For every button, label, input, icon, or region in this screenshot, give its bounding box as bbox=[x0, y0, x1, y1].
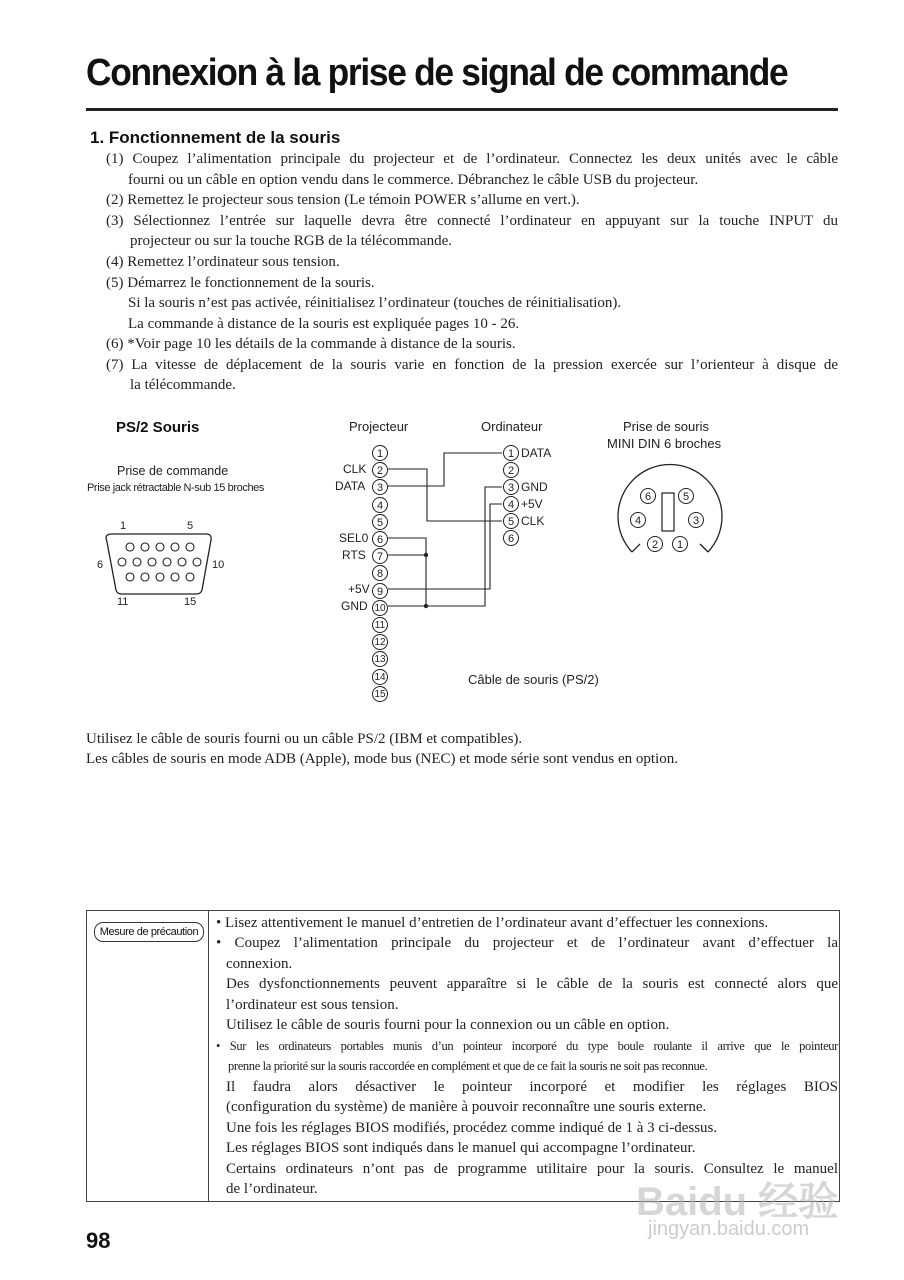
projector-pin-14: 14 bbox=[372, 669, 388, 685]
computer-pin-6: 6 bbox=[503, 530, 519, 546]
projector-pin-9: 9 bbox=[372, 583, 388, 599]
caution-line-10: (configuration du système) de manière à pouvoir reconnaître une souris externe. bbox=[226, 1099, 707, 1115]
projector-header: Projecteur bbox=[349, 419, 409, 434]
comp-signal-clk: CLK bbox=[521, 514, 545, 528]
mouse-port-header-1: Prise de souris bbox=[623, 419, 709, 434]
computer-pin-3: 3 bbox=[503, 479, 519, 495]
proj-signal-data: DATA bbox=[335, 479, 366, 493]
caution-line-12: Les réglages BIOS sont indiqués dans le manuel qui accompagne l’ordinateur. bbox=[226, 1140, 696, 1156]
mini-din-pin-1: 1 bbox=[672, 536, 688, 552]
proj-signal-sel0: SEL0 bbox=[339, 531, 369, 545]
dsub-15-connector bbox=[102, 530, 216, 600]
control-port-sub: Prise jack rétractable N-sub 15 broches bbox=[87, 482, 264, 494]
caution-line-5: l’ordinateur est sous tension. bbox=[226, 997, 399, 1013]
step-7-line-2: la télécommande. bbox=[130, 377, 236, 393]
step-7-line-1: (7) La vitesse de déplacement de la souris varie en fonction de la pression exercée sur l’orienteur à disque de bbox=[106, 357, 838, 373]
projector-pin-10: 10 bbox=[372, 600, 388, 616]
proj-signal-gnd: GND bbox=[341, 599, 368, 613]
cable-label: Câble de souris (PS/2) bbox=[468, 672, 599, 687]
dsub-pin-15-label: 15 bbox=[184, 596, 197, 608]
step-1-line-2: fourni ou un câble en option vendu dans le commerce. Débranchez le câble USB du projecteur. bbox=[128, 172, 699, 188]
caution-badge: Mesure de précaution bbox=[94, 922, 204, 942]
step-5-line-2: Si la souris n’est pas activée, réinitialisez l’ordinateur (touches de réinitialisation). bbox=[128, 295, 622, 311]
computer-pin-4: 4 bbox=[503, 496, 519, 512]
dsub-pin-6-label: 6 bbox=[97, 559, 104, 571]
dsub-pin-1-label: 1 bbox=[120, 520, 127, 532]
projector-pin-2: 2 bbox=[372, 462, 388, 478]
usage-line-1: Utilisez le câble de souris fourni ou un câble PS/2 (IBM et compatibles). bbox=[86, 731, 523, 747]
caution-line-3: connexion. bbox=[226, 956, 293, 972]
projector-pin-6: 6 bbox=[372, 531, 388, 547]
step-6-line: (6) *Voir page 10 les détails de la commande à distance de la souris. bbox=[106, 336, 516, 352]
caution-line-1: • Lisez attentivement le manuel d’entretien de l’ordinateur avant d’effectuer les connexions. bbox=[216, 915, 769, 931]
caution-line-4: Des dysfonctionnements peuvent apparaître si le câble de la souris est connecté alors que bbox=[226, 976, 838, 992]
projector-pin-1: 1 bbox=[372, 445, 388, 461]
caution-line-14: de l’ordinateur. bbox=[226, 1181, 318, 1197]
mini-din-pin-5: 5 bbox=[678, 488, 694, 504]
mini-din-pin-6: 6 bbox=[640, 488, 656, 504]
computer-pin-2: 2 bbox=[503, 462, 519, 478]
computer-header: Ordinateur bbox=[481, 419, 543, 434]
proj-signal-clk: CLK bbox=[343, 462, 367, 476]
section-heading: 1. Fonctionnement de la souris bbox=[90, 128, 341, 147]
step-3-line-1: (3) Sélectionnez l’entrée sur laquelle devra être connecté l’ordinateur en appuyant sur la touche INPUT du bbox=[106, 213, 838, 229]
caution-line-13: Certains ordinateurs n’ont pas de programme utilitaire pour la souris. Consultez le manuel bbox=[226, 1161, 838, 1177]
caution-line-9: Il faudra alors désactiver le pointeur incorporé et modifier les réglages BIOS bbox=[226, 1079, 838, 1095]
projector-pin-3: 3 bbox=[372, 479, 388, 495]
caution-line-2: • Coupez l’alimentation principale du projecteur et de l’ordinateur avant d’effectuer la bbox=[216, 935, 838, 951]
ps2-title: PS/2 Souris bbox=[116, 419, 200, 436]
step-1-line-1: (1) Coupez l’alimentation principale du projecteur et de l’ordinateur. Connectez les deux unités avec le câble bbox=[106, 151, 838, 167]
step-5-line-1: (5) Démarrez le fonctionnement de la souris. bbox=[106, 275, 375, 291]
comp-signal-5v: +5V bbox=[521, 497, 543, 511]
dsub-pin-10-label: 10 bbox=[212, 559, 225, 571]
proj-signal-5v: +5V bbox=[348, 582, 370, 596]
page-title: Connexion à la prise de signal de commande bbox=[86, 52, 788, 94]
caution-line-6: Utilisez le câble de souris fourni pour la connexion ou un câble en option. bbox=[226, 1017, 670, 1033]
step-5-line-3: La commande à distance de la souris est expliquée pages 10 - 26. bbox=[128, 316, 520, 332]
projector-pin-8: 8 bbox=[372, 565, 388, 581]
projector-pin-11: 11 bbox=[372, 617, 388, 633]
comp-signal-data: DATA bbox=[521, 446, 552, 460]
caution-line-11: Une fois les réglages BIOS modifiés, procédez comme indiqué de 1 à 3 ci-dessus. bbox=[226, 1120, 718, 1136]
step-3-line-2: projecteur ou sur la touche RGB de la télécommande. bbox=[130, 233, 452, 249]
mini-din-pin-4: 4 bbox=[630, 512, 646, 528]
comp-signal-gnd: GND bbox=[521, 480, 548, 494]
projector-pin-5: 5 bbox=[372, 514, 388, 530]
mini-din-connector bbox=[610, 460, 730, 572]
mini-din-pin-3: 3 bbox=[688, 512, 704, 528]
caution-line-7: • Sur les ordinateurs portables munis d’un pointeur incorporé du type boule roulante il arrive que le pointeur bbox=[216, 1039, 838, 1053]
dsub-pin-11-label: 11 bbox=[117, 596, 129, 608]
control-port-label: Prise de commande bbox=[117, 464, 229, 478]
step-4-line: (4) Remettez l’ordinateur sous tension. bbox=[106, 254, 340, 270]
watermark-url: jingyan.baidu.com bbox=[648, 1218, 810, 1240]
mini-din-pin-2: 2 bbox=[647, 536, 663, 552]
projector-pin-15: 15 bbox=[372, 686, 388, 702]
dsub-pin-5-label: 5 bbox=[187, 520, 194, 532]
proj-signal-rts: RTS bbox=[342, 548, 366, 562]
projector-pin-12: 12 bbox=[372, 634, 388, 650]
computer-pin-1: 1 bbox=[503, 445, 519, 461]
watermark-brand: Baidu 经验 bbox=[636, 1180, 839, 1224]
computer-pin-5: 5 bbox=[503, 513, 519, 529]
projector-pin-13: 13 bbox=[372, 651, 388, 667]
step-2-line: (2) Remettez le projecteur sous tension (Le témoin POWER s’allume en vert.). bbox=[106, 192, 580, 208]
caution-separator bbox=[208, 910, 209, 1202]
title-rule bbox=[86, 108, 838, 111]
caution-line-8: prenne la priorité sur la souris raccordée en complément et que de ce fait la souris ne soit pas reconnue. bbox=[228, 1059, 708, 1073]
projector-pin-7: 7 bbox=[372, 548, 388, 564]
usage-line-2: Les câbles de souris en mode ADB (Apple), mode bus (NEC) et mode série sont vendus en option. bbox=[86, 751, 678, 767]
projector-pin-4: 4 bbox=[372, 497, 388, 513]
page-number: 98 bbox=[86, 1228, 111, 1253]
mouse-port-header-2: MINI DIN 6 broches bbox=[607, 436, 722, 451]
